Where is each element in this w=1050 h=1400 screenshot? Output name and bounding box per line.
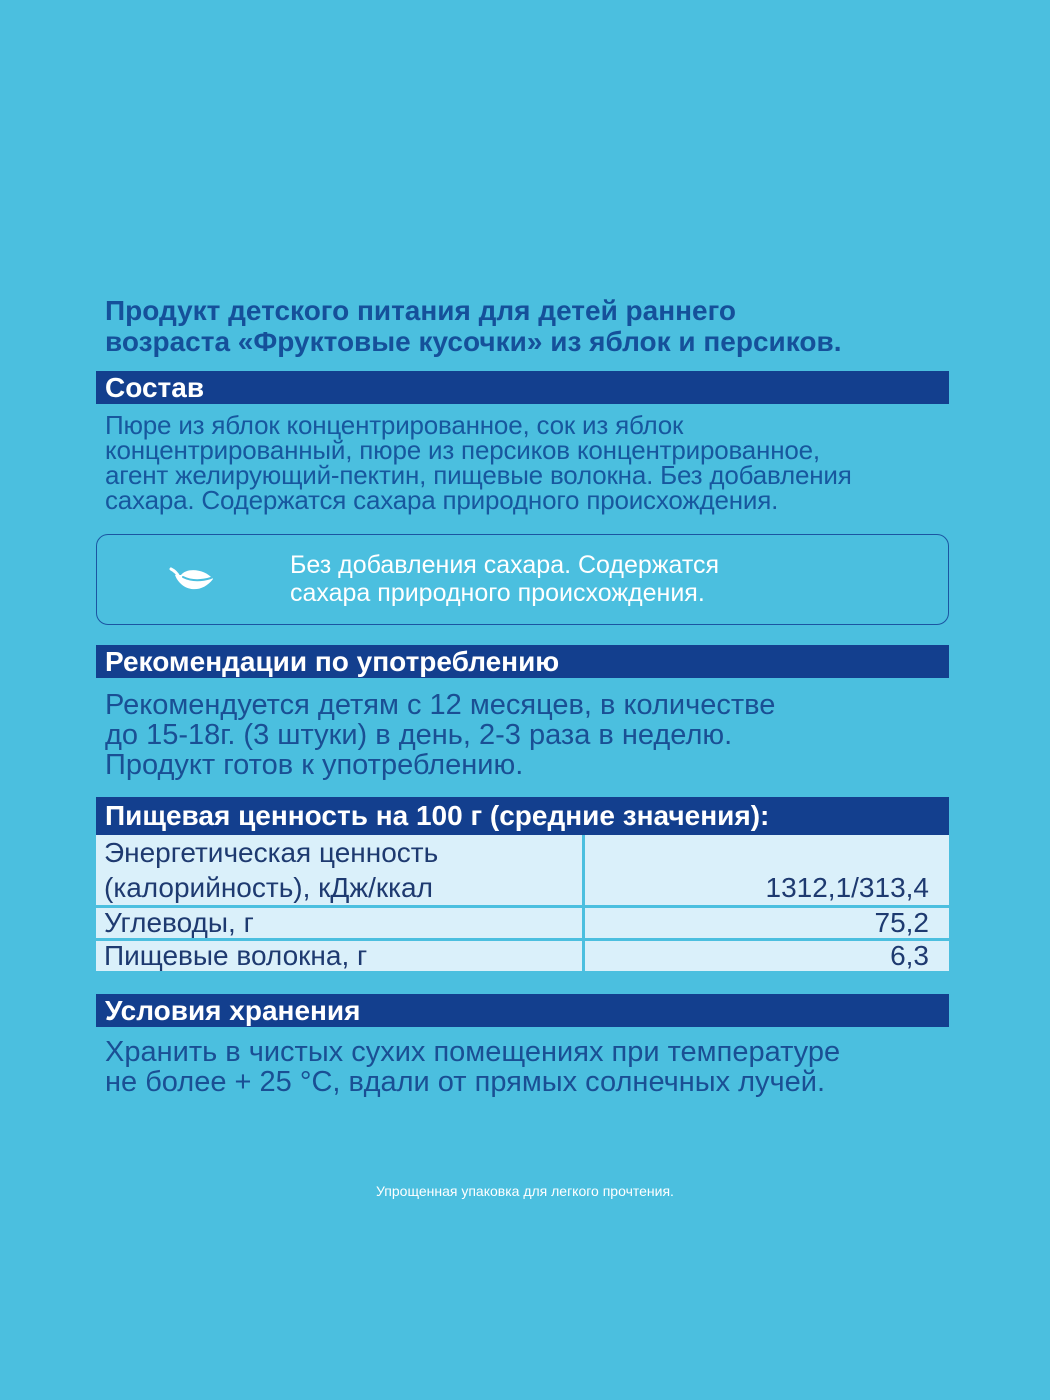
footer-note: Упрощенная упаковка для легкого прочтения.	[376, 1183, 674, 1199]
table-row	[96, 940, 949, 973]
callout-line-1: Без добавления сахара. Содержатся	[290, 551, 720, 579]
composition-line: сахара. Содержатся сахара природного происхождения.	[105, 485, 779, 515]
recommendations-text	[105, 690, 935, 780]
recommendations-line: до 15-18г. (3 штуки) в день, 2-3 раза в неделю.	[105, 719, 733, 751]
nutrition-label: Углеводы, г	[96, 907, 583, 940]
leaf-icon	[169, 561, 219, 597]
nutrition-label-line-1: Энергетическая ценность	[104, 837, 439, 868]
nutrition-label-line-2: (калорийность), кДж/ккал	[104, 872, 433, 903]
callout-text	[290, 551, 890, 607]
composition-text	[105, 410, 955, 515]
nutrition-value: 75,2	[583, 907, 949, 940]
recommendations-line: Рекомендуется детям с 12 месяцев, в количестве	[105, 689, 776, 721]
nutrition-table	[96, 835, 949, 974]
storage-line: не более + 25 °С, вдали от прямых солнечных лучей.	[105, 1066, 826, 1098]
recommendations-line: Продукт готов к употреблению.	[105, 749, 524, 781]
storage-text	[105, 1037, 955, 1097]
product-title	[105, 295, 965, 357]
storage-line: Хранить в чистых сухих помещениях при температуре	[105, 1036, 841, 1068]
table-row	[96, 835, 949, 907]
nutrition-value: 6,3	[583, 940, 949, 973]
composition-line: агент желирующий-пектин, пищевые волокна. Без добавления	[105, 460, 852, 490]
callout-line-2: сахара природного происхождения.	[290, 579, 705, 607]
composition-heading: Состав	[96, 371, 949, 404]
product-title-line-2: возраста «Фруктовые кусочки» из яблок и персиков.	[105, 326, 842, 357]
recommendations-heading: Рекомендации по употреблению	[96, 645, 949, 678]
composition-line: Пюре из яблок концентрированное, сок из яблок	[105, 410, 684, 440]
table-row	[96, 907, 949, 940]
nutrition-label: Пищевые волокна, г	[96, 940, 583, 973]
composition-line: концентрированный, пюре из персиков концентрированное,	[105, 435, 820, 465]
storage-heading: Условия хранения	[96, 994, 949, 1027]
product-title-line-1: Продукт детского питания для детей раннего	[105, 295, 737, 326]
nutrition-heading: Пищевая ценность на 100 г (средние значения):	[96, 797, 949, 835]
no-sugar-callout	[96, 534, 949, 625]
nutrition-value: 1312,1/313,4	[583, 835, 949, 907]
nutrition-label	[96, 835, 583, 907]
